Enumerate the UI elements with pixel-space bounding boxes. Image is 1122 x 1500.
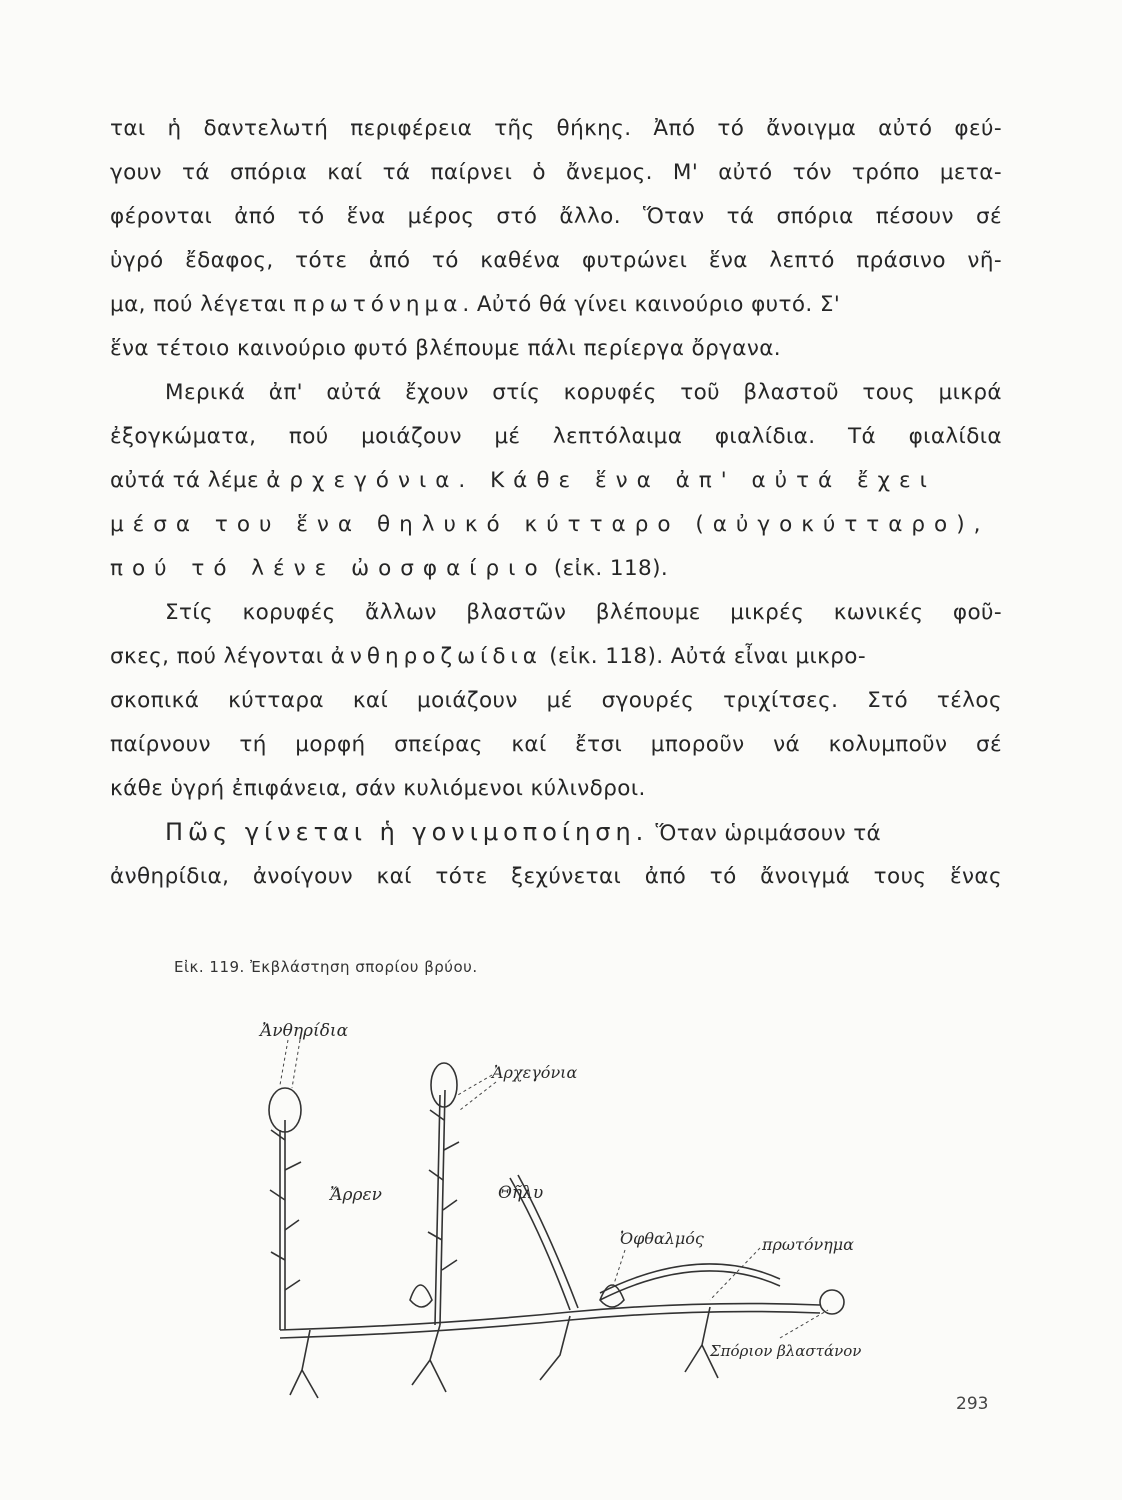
text-line: παίρνουν τή μορφή σπείρας καί ἔτσι μποροῦν νά κολυμποῦν σέ bbox=[110, 732, 1002, 757]
text-line: ται ἡ δαντελωτή περιφέρεια τῆς θήκης. Ἀπό τό ἄνοιγμα αὐτό φεύ- bbox=[110, 116, 1002, 141]
section-heading: Πῶς γίνεται ἡ γονιμοποίηση. bbox=[165, 818, 649, 846]
text-line: πού τό λένε ὠοσφαίριο (εἰκ. 118). bbox=[110, 556, 669, 581]
text-line: Μερικά ἀπ' αὐτά ἔχουν στίς κορυφές τοῦ βλαστοῦ τους μικρά bbox=[165, 380, 1002, 405]
text-line: ἐξογκώματα, πού μοιάζουν μέ λεπτόλαιμα φιαλίδια. Τά φιαλίδια bbox=[110, 424, 1002, 449]
text-line: ἀνθηρίδια, ἀνοίγουν καί τότε ξεχύνεται ἀπό τό ἄνοιγμά τους ἕνας bbox=[110, 864, 1002, 889]
term-antherozoids: ἀνθηροζωίδια bbox=[330, 644, 542, 669]
text-line: αὐτά τά λέμε ἀρχεγόνια. Κάθε ἕνα ἀπ' αὐτά ἔχει bbox=[110, 468, 936, 493]
page-number: 293 bbox=[956, 1394, 989, 1414]
text-line: ὑγρό ἔδαφος, τότε ἀπό τό καθένα φυτρώνει ἕνα λεπτό πράσινο νῆ- bbox=[110, 248, 1002, 273]
label-antheridia: Ἀνθηρίδια bbox=[260, 1021, 349, 1041]
text-line: κάθε ὑγρή ἐπιφάνεια, σάν κυλιόμενοι κύλινδροι. bbox=[110, 776, 646, 801]
text-line: γουν τά σπόρια καί τά παίρνει ὁ ἄνεμος. Μ' αὐτό τόν τρόπο μετα- bbox=[110, 160, 1002, 185]
label-bud: Ὀφθαλμός bbox=[620, 1229, 704, 1248]
text-line: ἕνα τέτοιο καινούριο φυτό βλέπουμε πάλι περίεργα ὄργανα. bbox=[110, 336, 782, 361]
text-line: Στίς κορυφές ἄλλων βλαστῶν βλέπουμε μικρές κωνικές φοῦ- bbox=[165, 600, 1002, 625]
label-spore: Σπόριον βλαστάνον bbox=[710, 1342, 862, 1360]
text-line: σκοπικά κύτταρα καί μοιάζουν μέ σγουρές τριχίτσες. Στό τέλος bbox=[110, 688, 1002, 713]
figure-caption: Εἰκ. 119. Ἐκβλάστηση σπορίου βρύου. bbox=[174, 958, 478, 976]
term-archegonia: ἀρχεγόνια bbox=[266, 468, 459, 493]
label-archegonia: Ἀρχεγόνια bbox=[492, 1063, 578, 1082]
text-line: φέρονται ἀπό τό ἕνα μέρος στό ἄλλο. Ὅταν τά σπόρια πέσουν σέ bbox=[110, 204, 1002, 229]
text-line: μέσα του ἕνα θηλυκό κύτταρο (αὐγοκύτταρο), bbox=[110, 512, 990, 537]
term-oosphere: πού τό λένε ὠοσφαίριο bbox=[110, 556, 547, 581]
term-protonema: πρωτόνημα bbox=[293, 292, 463, 317]
label-protonema: πρωτόνημα bbox=[762, 1235, 854, 1254]
label-male: Ἄρρεν bbox=[330, 1185, 382, 1205]
text-line: μα, πού λέγεται πρωτόνημα. Αὐτό θά γίνει καινούριο φυτό. Σ' bbox=[110, 292, 841, 317]
text-line: σκες, πού λέγονται ἀνθηροζωίδια (εἰκ. 118). Αὐτά εἶναι μικρο- bbox=[110, 644, 867, 669]
moss-germination-figure bbox=[240, 1000, 880, 1420]
label-female: Θῆλυ bbox=[498, 1183, 544, 1203]
text-line: Πῶς γίνεται ἡ γονιμοποίηση. Ὅταν ὡριμάσουν τά bbox=[165, 818, 882, 846]
